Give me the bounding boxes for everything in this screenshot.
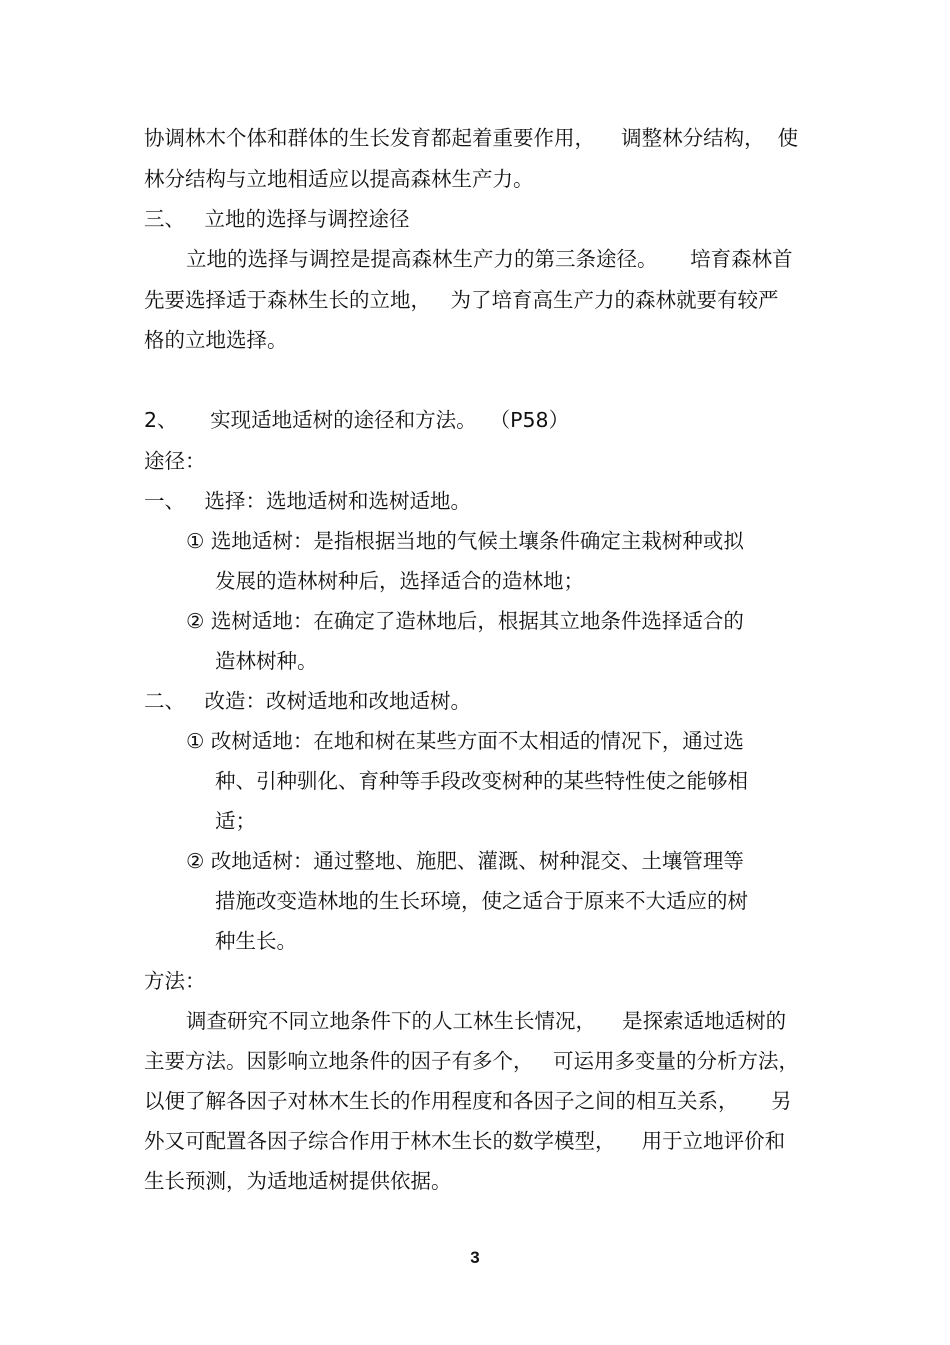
list-item-continuation: 种、引种驯化、育种等手段改变树种的某些特性使之能够相 xyxy=(215,769,748,793)
list-item-continuation: 造林树种。 xyxy=(215,649,318,673)
list-item-continuation: 适； xyxy=(215,809,256,833)
subheading: 途径： xyxy=(144,449,206,473)
paragraph-line: 以便了解各因子对林木生长的作用程度和各因子之间的相互关系， 另 xyxy=(144,1089,792,1113)
list-item-continuation: 发展的造林树种后，选择适合的造林地； xyxy=(215,569,584,593)
paragraph-line: 格的立地选择。 xyxy=(144,328,288,352)
question-heading: 2、 实现适地适树的途径和方法。 （P58） xyxy=(144,408,570,432)
paragraph-line: 立地的选择与调控是提高森林生产力的第三条途径。 培育森林首 xyxy=(186,247,793,271)
list-item: ① 选地适树：是指根据当地的气候土壤条件确定主栽树种或拟 xyxy=(186,529,744,553)
paragraph-line: 林分结构与立地相适应以提高森林生产力。 xyxy=(144,167,534,191)
list-item: ② 选树适地：在确定了造林地后，根据其立地条件选择适合的 xyxy=(186,609,744,633)
list-heading: 二、 改造：改树适地和改地适树。 xyxy=(144,689,472,713)
list-item: ① 改树适地：在地和树在某些方面不太相适的情况下，通过选 xyxy=(186,729,744,753)
list-item-continuation: 措施改变造林地的生长环境，使之适合于原来不大适应的树 xyxy=(215,889,748,913)
paragraph-line: 调查研究不同立地条件下的人工林生长情况， 是探索适地适树的 xyxy=(186,1009,787,1033)
section-heading: 三、 立地的选择与调控途径 xyxy=(144,207,410,231)
paragraph-line: 外又可配置各因子综合作用于林木生长的数学模型， 用于立地评价和 xyxy=(144,1129,786,1153)
list-item-continuation: 种生长。 xyxy=(215,929,297,953)
paragraph-line: 主要方法。因影响立地条件的因子有多个， 可运用多变量的分析方法， xyxy=(144,1049,800,1073)
list-item: ② 改地适树：通过整地、施肥、灌溉、树种混交、土壤管理等 xyxy=(186,849,744,873)
paragraph-line: 先要选择适于森林生长的立地， 为了培育高生产力的森林就要有较严 xyxy=(144,288,779,312)
list-heading: 一、 选择：选地适树和选树适地。 xyxy=(144,489,472,513)
paragraph-line: 协调林木个体和群体的生长发育都起着重要作用， 调整林分结构， 使 xyxy=(144,126,799,150)
page-number: 3 xyxy=(470,1248,480,1267)
paragraph-line: 生长预测，为适地适树提供依据。 xyxy=(144,1169,452,1193)
subheading: 方法： xyxy=(144,969,206,993)
